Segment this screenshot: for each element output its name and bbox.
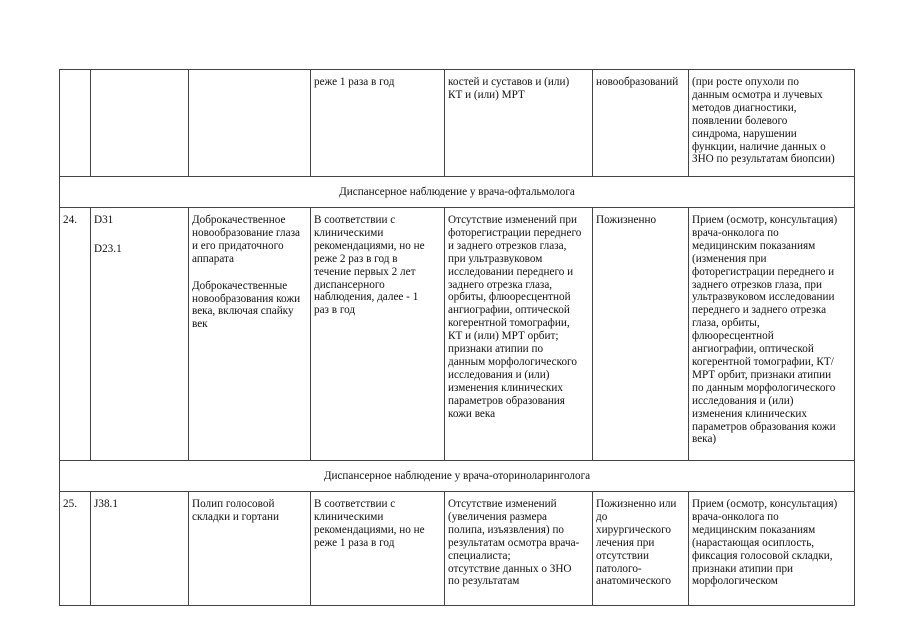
disease-name-cell — [189, 70, 311, 177]
duration-cell: Пожизненно или до хирургического лечения при отсутствии патолого- анатомического — [593, 492, 689, 606]
disease-name-cell — [189, 208, 311, 461]
nosology-table — [59, 69, 855, 606]
criteria-cell: Отсутствие изменений при фоторегистрации переднего и заднего отрезков глаза, при ультразвуковом исследовании переднего и заднего отрезка глаза, орбиты, флюоресцентной ангиографии, оптической когерентной томографии, КТ и (или) МРТ орбит; признаки атипии по данным морфологического исследования и (или) изменения клинических параметров образования кожи века — [445, 208, 593, 461]
table-row — [60, 70, 855, 177]
frequency-cell: В соответствии с клиническими рекомендациями, но не реже 2 раз в год в течение первых 2 лет диспансерного наблюдения, далее - 1 раз в год — [311, 208, 445, 461]
disease-name: Доброкачественные новообразования кожи века, включая спайку век — [192, 279, 301, 331]
duration-cell: Пожизненно — [593, 208, 689, 461]
row-number-cell: 25. — [60, 492, 91, 606]
icd-code-cell — [91, 208, 189, 461]
table-row — [60, 492, 855, 606]
section-title: Диспансерное наблюдение у врача-оториноларинголога — [60, 461, 855, 492]
icd-code-cell: J38.1 — [91, 492, 189, 606]
icd-code: D31 — [94, 214, 114, 226]
frequency-cell: В соответствии с клиническими рекомендациями, но не реже 1 раза в год — [311, 492, 445, 606]
referral-cell: (при росте опухоли по данным осмотра и лучевых методов диагностики, появлении болевого синдрома, нарушении функции, наличие данных о ЗНО по результатам биопсии) — [689, 70, 855, 177]
section-row — [60, 177, 855, 208]
icd-code: D23.1 — [94, 242, 122, 255]
section-row — [60, 461, 855, 492]
section-title: Диспансерное наблюдение у врача-офтальмолога — [60, 177, 855, 208]
referral-cell: Прием (осмотр, консультация) врача-онколога по медицинским показаниям (изменения при фоторегистрации переднего и заднего отрезков глаза, при ультразвуковом исследовании переднего и заднего отрезка глаза, орбиты, флюоресцентной ангиографии, оптической когерентной томографии, КТ/ МРТ орбит, признаки атипии по данным морфологического исследования и (или) изменения клинических параметров образования кожи века) — [689, 208, 855, 461]
row-number-cell: 24. — [60, 208, 91, 461]
criteria-cell: Отсутствие изменений (увеличения размера полипа, изъязвления) по результатам осмотра врача- специалиста; отсутствие данных о ЗНО по результатам — [445, 492, 593, 606]
table-row — [60, 208, 855, 461]
row-number-cell — [60, 70, 91, 177]
referral-cell: Прием (осмотр, консультация) врача-онколога по медицинским показаниям (нарастающая осиплость, фиксация голосовой складки, признаки атипии при морфологическом — [689, 492, 855, 606]
criteria-cell: костей и суставов и (или) КТ и (или) МРТ — [445, 70, 593, 177]
disease-name: Доброкачественное новообразование глаза и его придаточного аппарата — [192, 214, 300, 265]
disease-name-cell: Полип голосовой складки и гортани — [189, 492, 311, 606]
duration-cell: новообразований — [593, 70, 689, 177]
icd-code-cell — [91, 70, 189, 177]
frequency-cell: реже 1 раза в год — [311, 70, 445, 177]
